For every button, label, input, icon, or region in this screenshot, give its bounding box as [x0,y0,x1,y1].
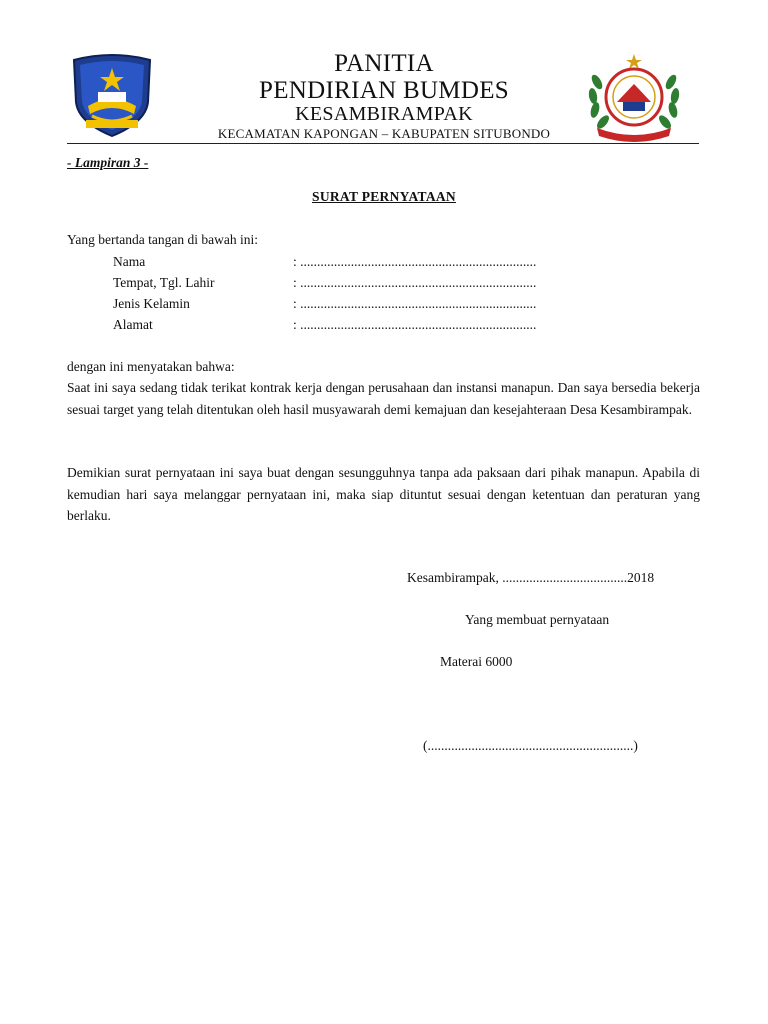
field-label-birth: Tempat, Tgl. Lahir [113,275,215,290]
statement-lead: dengan ini menyatakan bahwa: [67,359,235,374]
statement-paragraph-1: Saat ini saya sedang tidak terikat kontrak kerja dengan perusahaan dan instansi manapun. Dan saya bersedia bekerja sesuai target yang telah ditentukan oleh hasil musyawarah demi kemajuan dan kesejahteraan Desa Kesambirampak. [67,380,700,417]
attachment-label: - Lampiran 3 - [67,155,149,170]
place-date: Kesambirampak, .....................................2018 [407,570,655,585]
header-subtitle-district: KECAMATAN KAPONGAN – KABUPATEN SITUBONDO [217,126,551,141]
field-label-nama: Nama [113,254,146,269]
signature-line: (.............................................................) [423,738,638,753]
statement-paragraph-2: Demikian surat pernyataan ini saya buat dengan sesungguhnya tanpa ada paksaan dari pihak manapun. Apabila di kemudian hari saya melanggar pernyataan ini, maka siap dituntut sesuai dengan ketentuan dan peraturan yang berlaku. [67,465,700,523]
header-divider [67,143,699,144]
field-value-birth: : ...................................................................... [293,275,537,290]
signatory-caption: Yang membuat pernyataan [465,612,610,627]
intro-text: Yang bertanda tangan di bawah ini: [67,232,258,247]
field-value-address: : ...................................................................... [293,317,537,332]
field-value-gender: : ...................................................................... [293,296,537,311]
field-value-nama: : ...................................................................... [293,254,537,269]
header-title-panitia: PANITIA [334,50,434,77]
document-title: SURAT PERNYATAAN [312,189,456,204]
field-label-address: Alamat [113,317,153,332]
field-label-gender: Jenis Kelamin [113,296,190,311]
header-title-pendirian: PENDIRIAN BUMDES [259,77,509,104]
bumdes-emblem-icon [583,52,685,142]
stamp-duty-label: Materai 6000 [440,654,513,669]
header-title-village: KESAMBIRAMPAK [295,103,473,125]
